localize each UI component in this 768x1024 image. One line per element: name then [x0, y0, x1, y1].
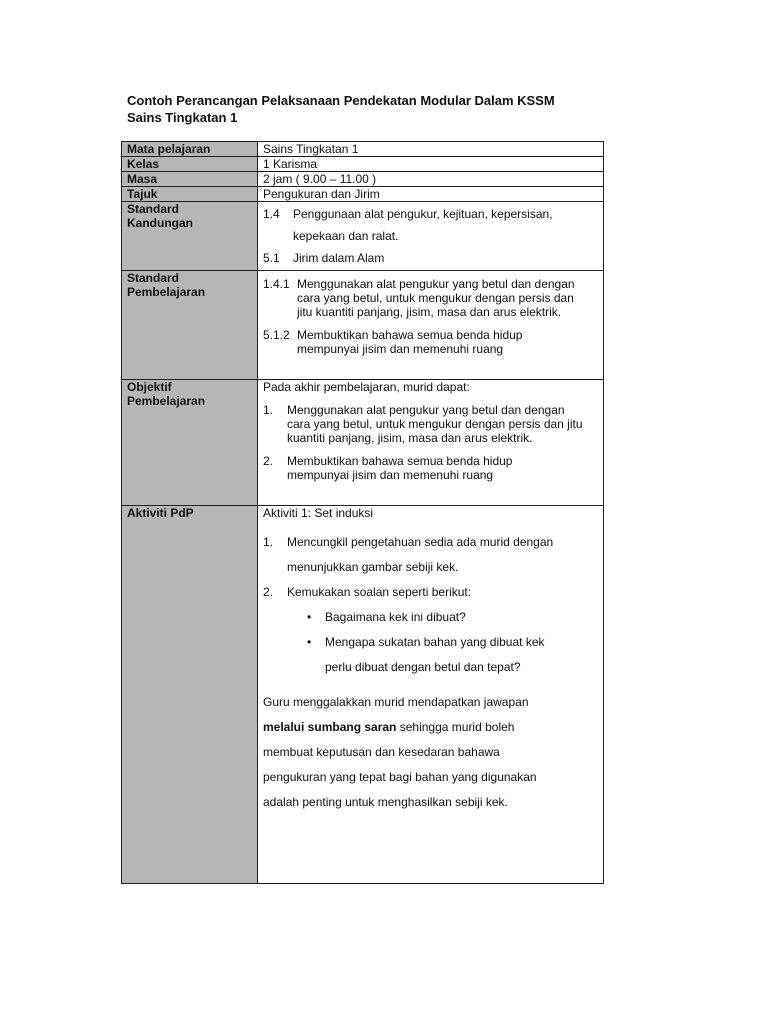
aktiviti-item-2	[263, 580, 603, 605]
aktiviti-item-1-number: 1.	[263, 535, 274, 549]
sp-item-2	[263, 328, 603, 356]
sk-item-1	[263, 204, 603, 224]
sk-item-2-number: 5.1	[263, 251, 280, 265]
question-bullet-list	[263, 605, 603, 680]
label-mata-pelajaran: Mata pelajaran	[122, 142, 258, 157]
row-masa	[122, 172, 604, 187]
value-tajuk: Pengukuran dan Jirim	[258, 187, 604, 202]
row-kelas	[122, 157, 604, 172]
label-op-line-1: Objektif	[127, 380, 172, 394]
op-intro: Pada akhir pembelajaran, murid dapat:	[263, 380, 470, 394]
label-standard-kandungan	[122, 202, 258, 271]
aktiviti-item-1-text-b: menunjukkan gambar sebiji kek.	[287, 560, 459, 574]
value-masa: 2 jam ( 9.00 – 11.00 )	[258, 172, 604, 187]
value-objektif-pembelajaran	[258, 380, 604, 506]
paragraph-line-2	[263, 715, 603, 740]
sp-item-1	[263, 277, 603, 319]
paragraph-line-3: membuat keputusan dan kesedaran bahawa	[263, 745, 500, 759]
lesson-plan-table	[121, 141, 604, 884]
op-item-1-text: Menggunakan alat pengukur yang betul dan dengan cara yang betul, untuk mengukur dengan persis dan jitu kuantiti panjang, jisim, masa dan arus elektrik.	[287, 403, 583, 445]
guidance-paragraph	[263, 690, 603, 815]
question-bullet-2-text-a: Mengapa sukatan bahan yang dibuat kek	[325, 635, 545, 649]
sp-item-1-text: Menggunakan alat pengukur yang betul dan dengan cara yang betul, untuk mengukur dengan persis dan jitu kuantiti panjang, jisim, masa dan arus elektrik.	[297, 277, 575, 319]
label-masa: Masa	[122, 172, 258, 187]
sp-item-2-number: 5.1.2	[263, 328, 290, 342]
row-mata-pelajaran	[122, 142, 604, 157]
aktiviti-item-1	[263, 530, 603, 555]
label-sk-line-2: Kandungan	[127, 216, 193, 230]
value-kelas: 1 Karisma	[258, 157, 604, 172]
row-standard-pembelajaran	[122, 271, 604, 380]
label-sp-line-2: Pembelajaran	[127, 285, 206, 299]
op-item-1	[263, 403, 603, 445]
title-line-1: Contoh Perancangan Pelaksanaan Pendekatan Modular Dalam KSSM	[127, 93, 555, 108]
label-sk-line-1: Standard	[127, 202, 180, 216]
op-item-2-text: Membuktikan bahawa semua benda hidup mempunyai jisim dan memenuhi ruang	[287, 454, 513, 482]
row-aktiviti-pdp	[122, 506, 604, 884]
question-bullet-1	[307, 605, 603, 630]
op-item-1-number: 1.	[263, 403, 274, 417]
aktiviti-heading: Aktiviti 1: Set induksi	[263, 506, 374, 520]
row-standard-kandungan	[122, 202, 604, 271]
label-tajuk: Tajuk	[122, 187, 258, 202]
question-bullet-2	[307, 630, 603, 655]
value-standard-pembelajaran	[258, 271, 604, 380]
sp-item-1-number: 1.4.1	[263, 277, 290, 291]
sk-item-2-text: Jirim dalam Alam	[293, 251, 385, 265]
sk-item-1-number: 1.4	[263, 207, 280, 221]
sp-item-2-text: Membuktikan bahawa semua benda hidup mempunyai jisim dan memenuhi ruang	[297, 328, 523, 356]
paragraph-line-2-rest: sehingga murid boleh	[396, 720, 515, 734]
label-op-line-2: Pembelajaran	[127, 394, 206, 408]
label-sp-line-1: Standard	[127, 271, 180, 285]
label-objektif-pembelajaran	[122, 380, 258, 506]
op-item-2	[263, 454, 603, 482]
sk-item-1-text-b: kepekaan dan ralat.	[293, 229, 399, 243]
label-standard-pembelajaran	[122, 271, 258, 380]
paragraph-line-4: pengukuran yang tepat bagi bahan yang digunakan	[263, 770, 537, 784]
sk-item-1-text-a: Penggunaan alat pengukur, kejituan, kepersisan,	[293, 207, 553, 221]
bullet-icon: •	[307, 610, 312, 624]
row-objektif-pembelajaran	[122, 380, 604, 506]
value-mata-pelajaran: Sains Tingkatan 1	[258, 142, 604, 157]
title-line-2: Sains Tingkatan 1	[127, 110, 238, 125]
value-aktiviti-pdp	[258, 506, 604, 884]
label-kelas: Kelas	[122, 157, 258, 172]
aktiviti-item-2-number: 2.	[263, 585, 274, 599]
row-tajuk	[122, 187, 604, 202]
value-standard-kandungan	[258, 202, 604, 271]
op-item-2-number: 2.	[263, 454, 274, 468]
aktiviti-item-1-text-a: Mencungkil pengetahuan sedia ada murid dengan	[287, 535, 554, 549]
sk-item-2	[263, 248, 603, 268]
bullet-icon: •	[307, 635, 312, 649]
question-bullet-1-text: Bagaimana kek ini dibuat?	[325, 610, 466, 624]
question-bullet-2-text-b: perlu dibuat dengan betul dan tepat?	[325, 660, 521, 674]
paragraph-line-1: Guru menggalakkan murid mendapatkan jawapan	[263, 695, 529, 709]
paragraph-bold-phrase: melalui sumbang saran	[263, 720, 397, 734]
aktiviti-item-2-text: Kemukakan soalan seperti berikut:	[287, 585, 472, 599]
label-aktiviti-pdp: Aktiviti PdP	[122, 506, 258, 884]
document-title	[127, 92, 555, 126]
paragraph-line-5: adalah penting untuk menghasilkan sebiji kek.	[263, 795, 508, 809]
